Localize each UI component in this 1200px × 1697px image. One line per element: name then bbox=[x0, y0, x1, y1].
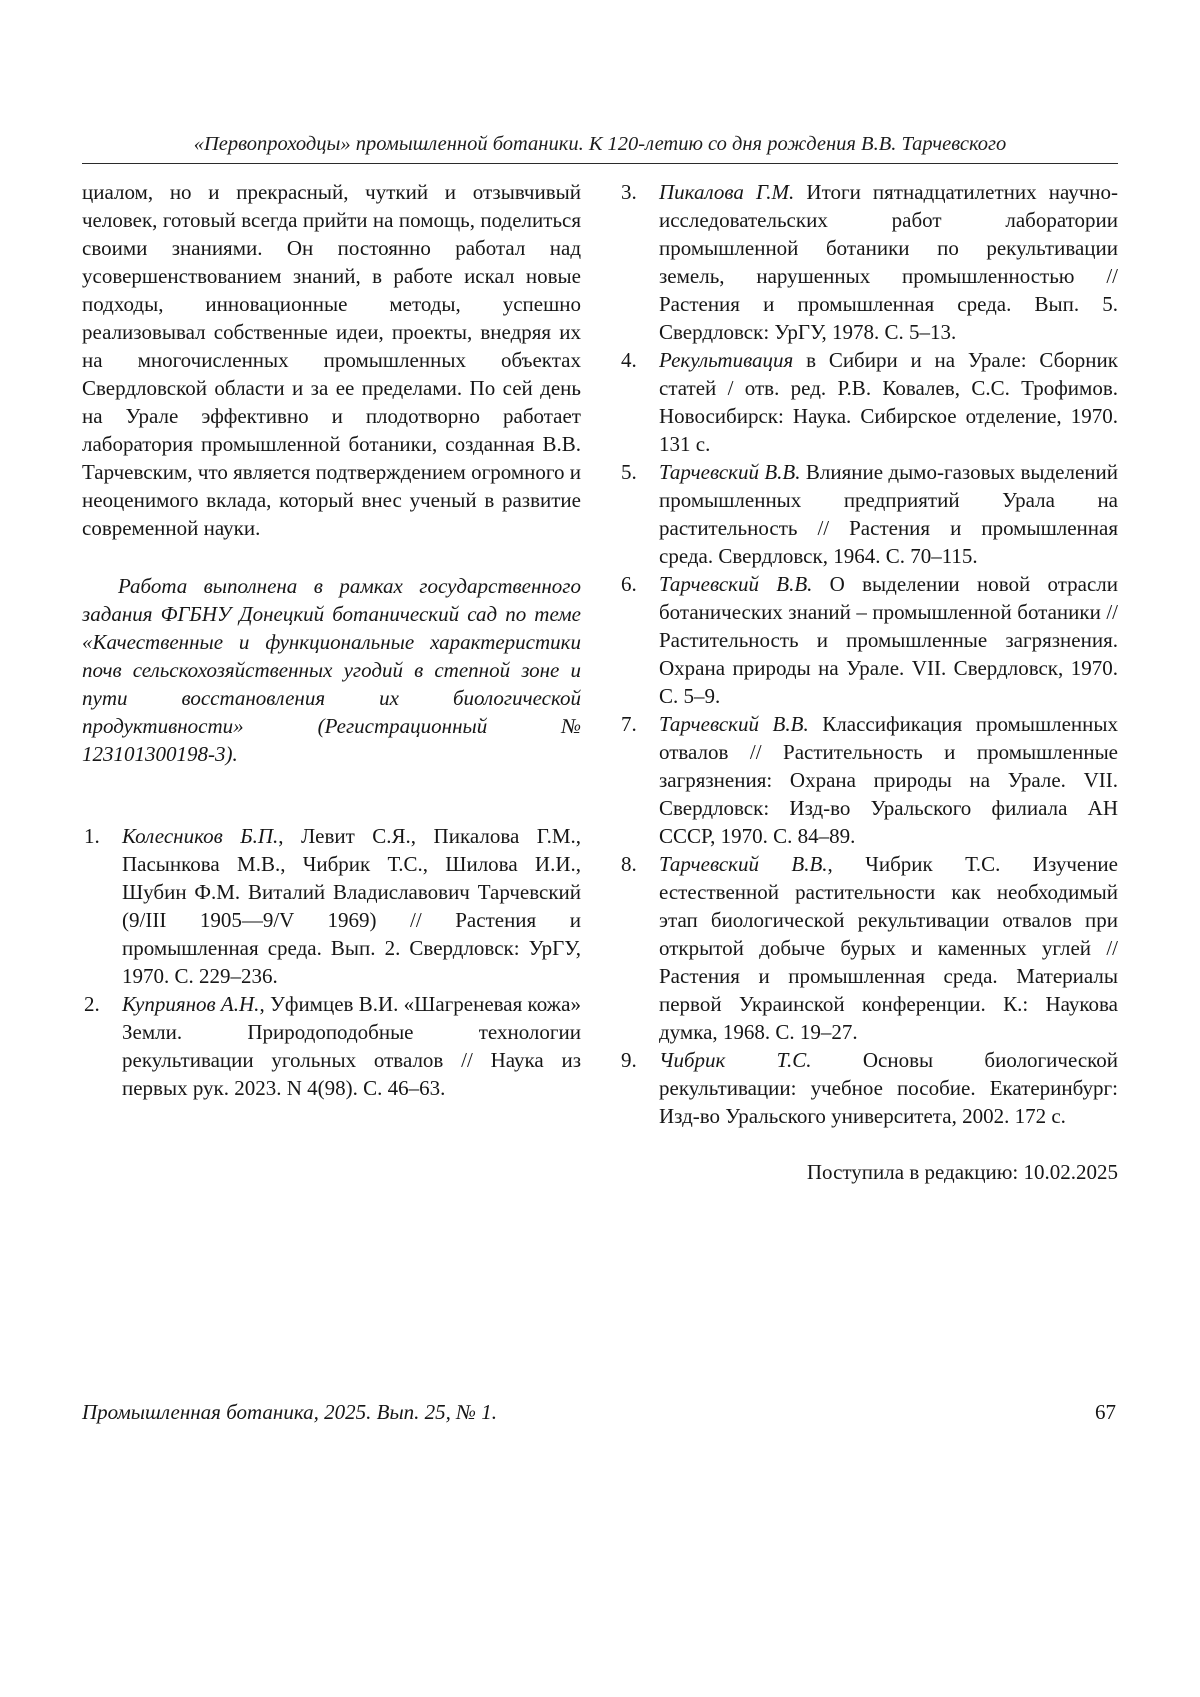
reference-text bbox=[659, 572, 1118, 708]
reference-list-right bbox=[619, 178, 1118, 1130]
reference-number: 7. bbox=[621, 712, 637, 736]
reference-number: 4. bbox=[621, 348, 637, 372]
reference-item bbox=[82, 990, 581, 1102]
reference-number: 8. bbox=[621, 852, 637, 876]
reference-authors: Тарчевский В.В. bbox=[659, 852, 828, 876]
reference-item bbox=[619, 458, 1118, 570]
reference-text bbox=[659, 180, 1118, 344]
reference-item bbox=[619, 1046, 1118, 1130]
reference-number: 2. bbox=[84, 992, 100, 1016]
reference-item bbox=[619, 710, 1118, 850]
reference-rest: , Чибрик Т.С. Изучение естественной растительности как необходимый этап биологической рекультивации отвалов при открытой добыче бурых и каменных углей // Растения и промышленная среда. Материалы первой Украинской конференции. К.: Наукова думка, 1968. С. 19–27. bbox=[659, 852, 1118, 1044]
reference-number: 9. bbox=[621, 1048, 637, 1072]
reference-item bbox=[619, 346, 1118, 458]
reference-text bbox=[659, 348, 1118, 456]
reference-rest: в Сибири и на Урале: Сборник статей / отв. ред. Р.В. Ковалев, С.С. Трофимов. Новосибирск: Наука. Сибирское отделение, 1970. 131 с. bbox=[659, 348, 1118, 456]
paragraph-main: циалом, но и прекрасный, чуткий и отзывчивый человек, готовый всегда прийти на помощь, поделиться своими знаниями. Он постоянно работал над усовершенствованием знаний, в работе искал новые подходы, инновационные методы, успешно реализовывал собственные идеи, проекты, внедряя их на многочисленных промышленных объектах Свердловской области и за ее пределами. По сей день на Урале эффективно и плодотворно работает лаборатория промышленной ботаники, созданная В.В. Тарчевским, что является подтверждением огромного и неоценимого вклада, который внес ученый в развитие современной науки. bbox=[82, 180, 581, 540]
reference-authors: Тарчевский В.В. bbox=[659, 712, 809, 736]
reference-authors: Тарчевский В.В. bbox=[659, 460, 801, 484]
received-date: Поступила в редакцию: 10.02.2025 bbox=[806, 1160, 1118, 1184]
reference-list-left bbox=[82, 822, 581, 1102]
reference-authors: Колесников Б.П. bbox=[122, 824, 279, 848]
reference-rest: , Левит С.Я., Пикалова Г.М., Пасынкова М.В., Чибрик Т.С., Шилова И.И., Шубин Ф.М. Виталий Владиславович Тарчевский (9/III 1905—9/V 1969) // Растения и промышленная среда. Вып. 2. Свердловск: УрГУ, 1970. С. 229–236. bbox=[122, 824, 581, 988]
reference-text bbox=[659, 1048, 1118, 1128]
reference-text bbox=[122, 824, 581, 988]
reference-authors: Рекультивация bbox=[659, 348, 794, 372]
reference-item bbox=[82, 822, 581, 990]
reference-rest: Итоги пятнадцатилетних научно-исследовательских работ лаборатории промышленной ботаники по рекультивации земель, нарушенных промышленностью // Растения и промышленная среда. Вып. 5. Свердловск: УрГУ, 1978. С. 5–13. bbox=[659, 180, 1118, 344]
reference-number: 3. bbox=[621, 180, 637, 204]
running-header: «Первопроходцы» промышленной ботаники. К 120-летию со дня рождения В.В. Тарчевского bbox=[193, 133, 1007, 155]
two-column-layout bbox=[82, 178, 1118, 1186]
reference-rest: О выделении новой отрасли ботанических знаний – промышленной ботаники // Растительность и промышленные загрязнения. Охрана природы на Урале. VII. Свердловск, 1970. С. 5–9. bbox=[659, 572, 1118, 708]
reference-authors: Чибрик Т.С. bbox=[659, 1048, 812, 1072]
reference-rest: Основы биологической рекультивации: учебное пособие. Екатеринбург: Изд-во Уральского университета, 2002. 172 с. bbox=[659, 1048, 1119, 1128]
reference-rest: Классификация промышленных отвалов // Растительность и промышленные загрязнения: Охрана природы на Урале. VII. Свердловск: Изд-во Уральского филиала АН СССР, 1970. С. 84–89. bbox=[659, 712, 1119, 848]
left-column bbox=[82, 178, 581, 1186]
reference-number: 6. bbox=[621, 572, 637, 596]
reference-item bbox=[619, 570, 1118, 710]
footer-journal-info: Промышленная ботаника, 2025. Вып. 25, № 1. bbox=[82, 1400, 497, 1424]
reference-text bbox=[659, 460, 1118, 568]
header-rule bbox=[82, 163, 1118, 164]
page-number: 67 bbox=[1095, 1400, 1116, 1424]
reference-rest: , Уфимцев В.И. «Шагреневая кожа» Земли. Природоподобные технологии рекультивации угольных отвалов // Наука из первых рук. 2023. N 4(98). С. 46–63. bbox=[122, 992, 581, 1100]
reference-authors: Пикалова Г.М. bbox=[659, 180, 795, 204]
reference-text bbox=[122, 992, 581, 1100]
reference-text bbox=[659, 712, 1118, 848]
reference-item bbox=[619, 178, 1118, 346]
reference-number: 1. bbox=[84, 824, 100, 848]
reference-number: 5. bbox=[621, 460, 637, 484]
reference-authors: Тарчевский В.В. bbox=[659, 572, 813, 596]
reference-text bbox=[659, 852, 1118, 1044]
reference-rest: Влияние дымо-газовых выделений промышленных предприятий Урала на растительность // Растения и промышленная среда. Свердловск, 1964. С. 70–115. bbox=[659, 460, 1118, 568]
reference-item bbox=[619, 850, 1118, 1046]
paragraph-acknowledgement: Работа выполнена в рамках государственного задания ФГБНУ Донецкий ботанический сад по теме «Качественные и функциональные характеристики почв сельскохозяйственных угодий в степной зоне и пути восстановления их биологической продуктивности» (Регистрационный № 123101300198-3). bbox=[82, 574, 581, 766]
reference-authors: Куприянов А.Н. bbox=[122, 992, 260, 1016]
right-column bbox=[619, 178, 1118, 1186]
